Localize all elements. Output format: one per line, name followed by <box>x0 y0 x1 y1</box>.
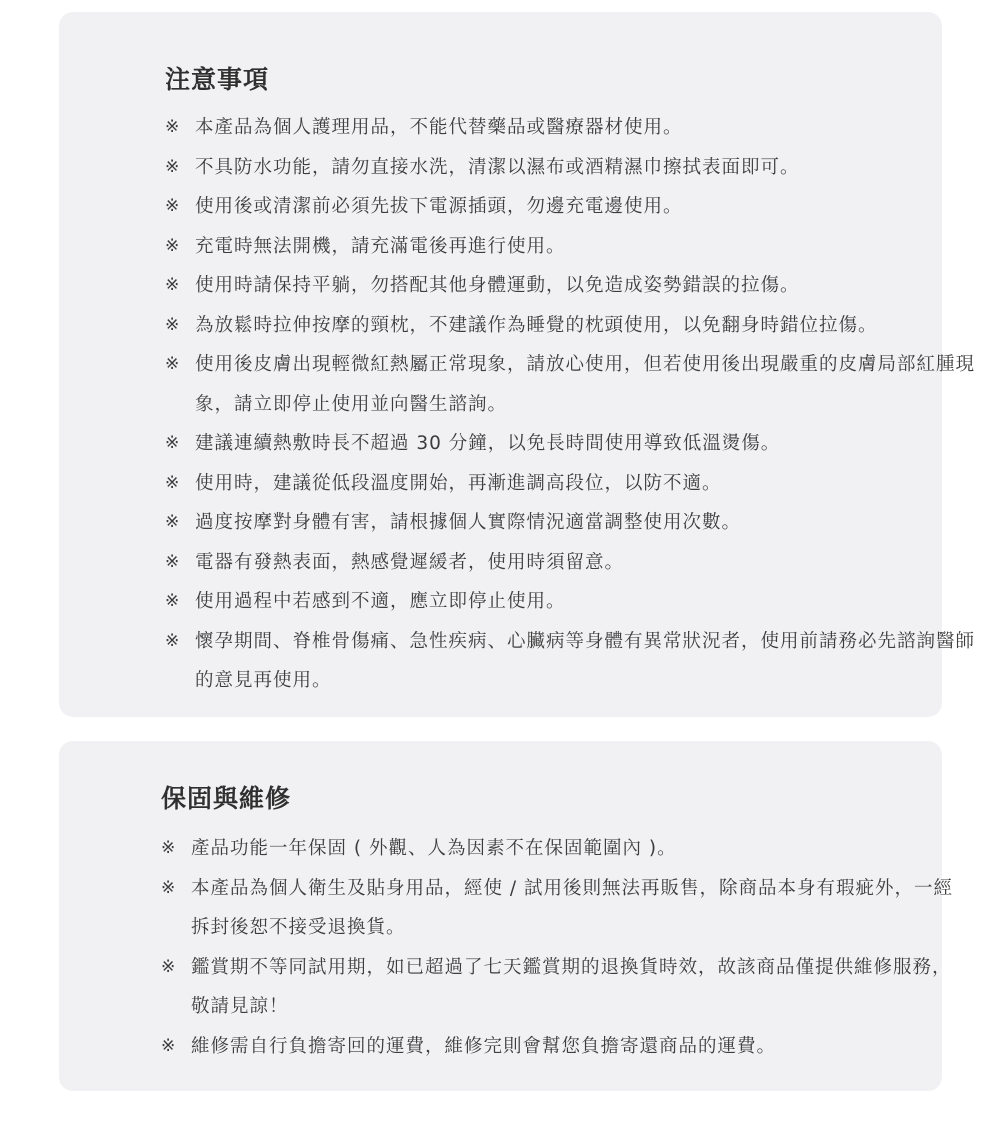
notice-item <box>165 464 985 504</box>
warranty-item-text: 維修需自行負擔寄回的運費，維修完則會幫您負擔寄還商品的運費。 <box>191 1035 777 1057</box>
notice-item-text: 使用時，建議從低段溫度開始，再漸進調高段位，以防不適。 <box>195 472 722 494</box>
notice-item-text: 為放鬆時拉伸按摩的頸枕，不建議作為睡覺的枕頭使用，以免翻身時錯位拉傷。 <box>195 314 878 336</box>
reference-mark-icon: ※ <box>165 314 181 335</box>
notice-item-text: 使用過程中若感到不適，應立即停止使用。 <box>195 591 566 612</box>
warranty-item <box>161 1027 961 1067</box>
reference-mark-icon: ※ <box>165 512 181 532</box>
warranty-item-text: 本產品為個人衛生及貼身用品，經使 / 試用後則無法再販售，除商品本身有瑕疵外，一經拆封後恕不接受退換貨。 <box>191 877 953 938</box>
reference-mark-icon: ※ <box>165 235 181 256</box>
notice-item-text: 使用後或清潔前必須先拔下電源插頭，勿邊充電邊使用。 <box>195 196 683 217</box>
reference-mark-icon: ※ <box>165 472 181 493</box>
warranty-card <box>59 741 953 1091</box>
reference-mark-icon: ※ <box>165 433 181 453</box>
reference-mark-icon: ※ <box>165 354 181 374</box>
notice-title: 注意事項 <box>165 65 270 94</box>
reference-mark-icon: ※ <box>165 156 181 177</box>
reference-mark-icon: ※ <box>161 1035 177 1056</box>
notice-list <box>165 108 976 701</box>
reference-mark-icon: ※ <box>165 196 181 216</box>
notice-item <box>165 148 985 188</box>
notice-item-text: 使用時請保持平躺，勿搭配其他身體運動，以免造成姿勢錯誤的拉傷。 <box>195 275 800 296</box>
reference-mark-icon: ※ <box>161 838 177 858</box>
reference-mark-icon: ※ <box>165 117 181 137</box>
reference-mark-icon: ※ <box>165 275 181 295</box>
notice-item-text: 不具防水功能，請勿直接水洗，清潔以濕布或酒精濕巾擦拭表面即可。 <box>195 156 800 178</box>
warranty-item <box>161 829 961 869</box>
notice-item-text: 使用後皮膚出現輕微紅熱屬正常現象，請放心使用，但若使用後出現嚴重的皮膚局部紅腫現象，請立即停止使用並向醫生諮詢。 <box>195 354 976 415</box>
reference-mark-icon: ※ <box>165 591 181 611</box>
warranty-item-text: 鑑賞期不等同試用期，如已超過了七天鑑賞期的退換貨時效，故該商品僅提供維修服務，敬請見諒！ <box>191 956 952 1017</box>
notice-item-text: 懷孕期間、脊椎骨傷痛、急性疾病、心臟病等身體有異常狀況者，使用前請務必先諮詢醫師的意見再使用。 <box>195 630 976 691</box>
warranty-item <box>161 869 961 948</box>
warranty-item <box>161 948 961 1027</box>
warranty-list <box>161 829 953 1066</box>
notice-item <box>165 503 985 543</box>
notice-item <box>165 227 985 267</box>
reference-mark-icon: ※ <box>165 551 181 572</box>
warranty-item-text: 產品功能一年保固 ( 外觀、人為因素不在保固範圍內 )。 <box>191 838 677 859</box>
reference-mark-icon: ※ <box>161 956 177 977</box>
warranty-title: 保固與維修 <box>161 784 292 813</box>
notice-item-text: 本產品為個人護理用品，不能代替藥品或醫療器材使用。 <box>195 117 683 138</box>
notice-item-text: 過度按摩對身體有害，請根據個人實際情況適當調整使用次數。 <box>195 512 742 533</box>
notice-item <box>165 266 985 306</box>
notice-item <box>165 345 985 424</box>
notice-card <box>59 12 976 717</box>
notice-item <box>165 622 985 701</box>
notice-item <box>165 424 985 464</box>
reference-mark-icon: ※ <box>161 877 177 898</box>
reference-mark-icon: ※ <box>165 630 181 651</box>
notice-item-text: 電器有發熱表面，熱感覺遲緩者，使用時須留意。 <box>195 551 625 573</box>
notice-item <box>165 582 985 622</box>
notice-item <box>165 306 985 346</box>
notice-item-text: 充電時無法開機，請充滿電後再進行使用。 <box>195 235 566 257</box>
notice-item <box>165 187 985 227</box>
notice-item <box>165 108 985 148</box>
notice-item-text: 建議連續熱敷時長不超過 30 分鐘，以免長時間使用導致低溫燙傷。 <box>195 433 781 454</box>
notice-item <box>165 543 985 583</box>
